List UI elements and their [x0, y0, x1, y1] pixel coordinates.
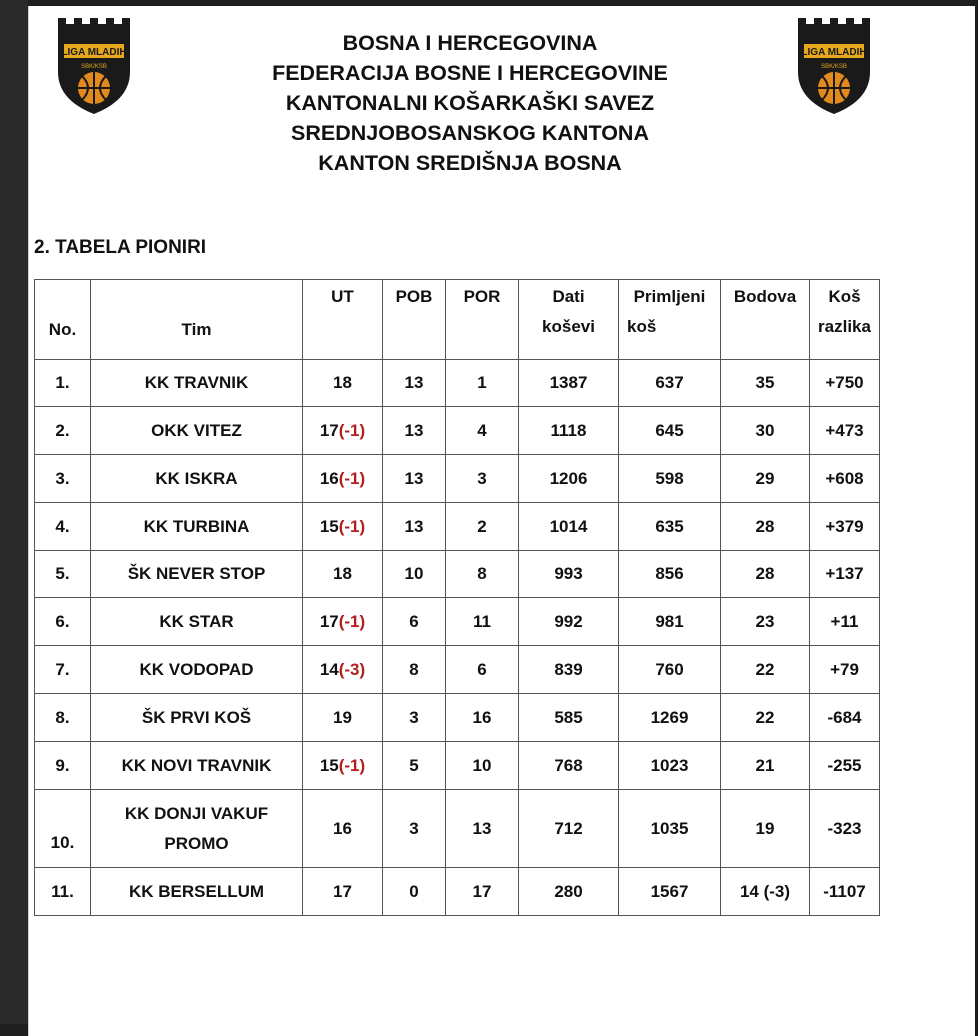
cell-team: OKK VITEZ [91, 407, 303, 455]
col-header-no: No. [35, 280, 91, 360]
cell-primljeni: 856 [619, 551, 721, 598]
cell-kos-razlika: +473 [810, 407, 880, 455]
cell-kos-razlika: +379 [810, 503, 880, 551]
cell-ut: 18 [303, 360, 383, 407]
cell-dati: 839 [519, 646, 619, 694]
cell-primljeni: 1035 [619, 790, 721, 868]
logo-subtext: SBK/KSB [821, 64, 847, 70]
cell-por: 10 [446, 742, 519, 790]
cell-primljeni: 598 [619, 455, 721, 503]
standings-table [34, 279, 880, 916]
cell-primljeni: 637 [619, 360, 721, 407]
cell-ut: 17(-1) [303, 407, 383, 455]
cell-kos-razlika: -684 [810, 694, 880, 742]
cell-no: 3. [35, 455, 91, 503]
table-row [35, 598, 880, 646]
cell-no: 11. [35, 868, 91, 916]
cell-no: 9. [35, 742, 91, 790]
cell-pob: 3 [383, 694, 446, 742]
col-header-por: POR [446, 280, 519, 360]
cell-team: KK TURBINA [91, 503, 303, 551]
cell-bodova: 35 [721, 360, 810, 407]
cell-por: 6 [446, 646, 519, 694]
cell-team: KK TRAVNIK [91, 360, 303, 407]
cell-bodova: 19 [721, 790, 810, 868]
cell-dati: 280 [519, 868, 619, 916]
header-line-association: KANTONALNI KOŠARKAŠKI SAVEZ [285, 91, 655, 115]
cell-por: 1 [446, 360, 519, 407]
logo-text: LIGA MLADIH [61, 47, 127, 58]
cell-por: 3 [446, 455, 519, 503]
cell-bodova: 30 [721, 407, 810, 455]
document-header [150, 28, 790, 178]
col-header-bodova: Bodova [721, 280, 810, 360]
cell-dati: 712 [519, 790, 619, 868]
cell-dati: 993 [519, 551, 619, 598]
table-row [35, 742, 880, 790]
cell-ut: 16(-1) [303, 455, 383, 503]
liga-mladih-logo-right [792, 14, 876, 118]
cell-por: 4 [446, 407, 519, 455]
table-row [35, 503, 880, 551]
cell-dati: 992 [519, 598, 619, 646]
cell-team: KK DONJI VAKUF PROMO [91, 790, 303, 868]
cell-team: KK ISKRA [91, 455, 303, 503]
cell-no: 8. [35, 694, 91, 742]
cell-primljeni: 1269 [619, 694, 721, 742]
table-row [35, 790, 880, 868]
cell-ut: 15(-1) [303, 742, 383, 790]
cell-dati: 768 [519, 742, 619, 790]
header-line-canton: SREDNJOBOSANSKOG KANTONA [291, 121, 649, 145]
col-header-team: Tim [91, 280, 303, 360]
cell-pob: 8 [383, 646, 446, 694]
cell-pob: 3 [383, 790, 446, 868]
cell-bodova: 14 (-3) [721, 868, 810, 916]
cell-por: 2 [446, 503, 519, 551]
cell-primljeni: 635 [619, 503, 721, 551]
cell-bodova: 22 [721, 694, 810, 742]
header-line-canton-alt: KANTON SREDIŠNJA BOSNA [318, 151, 622, 175]
cell-ut: 16 [303, 790, 383, 868]
cell-no: 7. [35, 646, 91, 694]
cell-kos-razlika: -323 [810, 790, 880, 868]
cell-por: 13 [446, 790, 519, 868]
cell-ut: 17 [303, 868, 383, 916]
cell-kos-razlika: +11 [810, 598, 880, 646]
cell-no: 1. [35, 360, 91, 407]
cell-bodova: 29 [721, 455, 810, 503]
cell-ut: 15(-1) [303, 503, 383, 551]
cell-primljeni: 645 [619, 407, 721, 455]
col-header-pob: POB [383, 280, 446, 360]
cell-bodova: 23 [721, 598, 810, 646]
liga-mladih-logo-left [52, 14, 136, 118]
cell-team: KK NOVI TRAVNIK [91, 742, 303, 790]
logo-subtext: SBK/KSB [81, 64, 107, 70]
table-row [35, 694, 880, 742]
logo-text: LIGA MLADIH [801, 47, 867, 58]
cell-bodova: 22 [721, 646, 810, 694]
cell-team: KK VODOPAD [91, 646, 303, 694]
cell-pob: 13 [383, 455, 446, 503]
cell-primljeni: 1023 [619, 742, 721, 790]
cell-pob: 6 [383, 598, 446, 646]
table-row [35, 360, 880, 407]
cell-por: 8 [446, 551, 519, 598]
cell-kos-razlika: -255 [810, 742, 880, 790]
cell-pob: 13 [383, 503, 446, 551]
cell-no: 2. [35, 407, 91, 455]
cell-pob: 13 [383, 407, 446, 455]
cell-kos-razlika: +608 [810, 455, 880, 503]
cell-kos-razlika: -1107 [810, 868, 880, 916]
cell-no: 10. [35, 790, 91, 868]
cell-team: ŠK NEVER STOP [91, 551, 303, 598]
col-header-ut: UT [303, 280, 383, 360]
screen-edge [0, 0, 28, 1024]
cell-no: 5. [35, 551, 91, 598]
header-line-country: BOSNA I HERCEGOVINA [342, 31, 598, 55]
table-row [35, 455, 880, 503]
cell-bodova: 28 [721, 551, 810, 598]
cell-kos-razlika: +137 [810, 551, 880, 598]
table-row [35, 407, 880, 455]
cell-dati: 1206 [519, 455, 619, 503]
table-header-row [35, 280, 880, 360]
cell-dati: 1014 [519, 503, 619, 551]
cell-pob: 0 [383, 868, 446, 916]
cell-no: 4. [35, 503, 91, 551]
table-row [35, 868, 880, 916]
cell-bodova: 21 [721, 742, 810, 790]
cell-ut: 14(-3) [303, 646, 383, 694]
table-row [35, 551, 880, 598]
cell-pob: 13 [383, 360, 446, 407]
cell-bodova: 28 [721, 503, 810, 551]
cell-team: ŠK PRVI KOŠ [91, 694, 303, 742]
cell-dati: 1387 [519, 360, 619, 407]
cell-ut: 19 [303, 694, 383, 742]
cell-por: 16 [446, 694, 519, 742]
cell-dati: 1118 [519, 407, 619, 455]
cell-kos-razlika: +750 [810, 360, 880, 407]
section-title: 2. TABELA PIONIRI [34, 237, 207, 258]
cell-team: KK BERSELLUM [91, 868, 303, 916]
cell-pob: 5 [383, 742, 446, 790]
cell-por: 11 [446, 598, 519, 646]
cell-kos-razlika: +79 [810, 646, 880, 694]
cell-no: 6. [35, 598, 91, 646]
cell-primljeni: 981 [619, 598, 721, 646]
cell-dati: 585 [519, 694, 619, 742]
cell-pob: 10 [383, 551, 446, 598]
cell-primljeni: 760 [619, 646, 721, 694]
cell-por: 17 [446, 868, 519, 916]
cell-primljeni: 1567 [619, 868, 721, 916]
cell-team: KK STAR [91, 598, 303, 646]
col-header-dati: Dati koševi [519, 280, 619, 360]
header-line-federation: FEDERACIJA BOSNE I HERCEGOVINE [272, 61, 668, 85]
col-header-primljeni: Primljeni koš [619, 280, 721, 360]
table-row [35, 646, 880, 694]
col-header-kos-razlika: Koš razlika [810, 280, 880, 360]
cell-ut: 17(-1) [303, 598, 383, 646]
cell-ut: 18 [303, 551, 383, 598]
